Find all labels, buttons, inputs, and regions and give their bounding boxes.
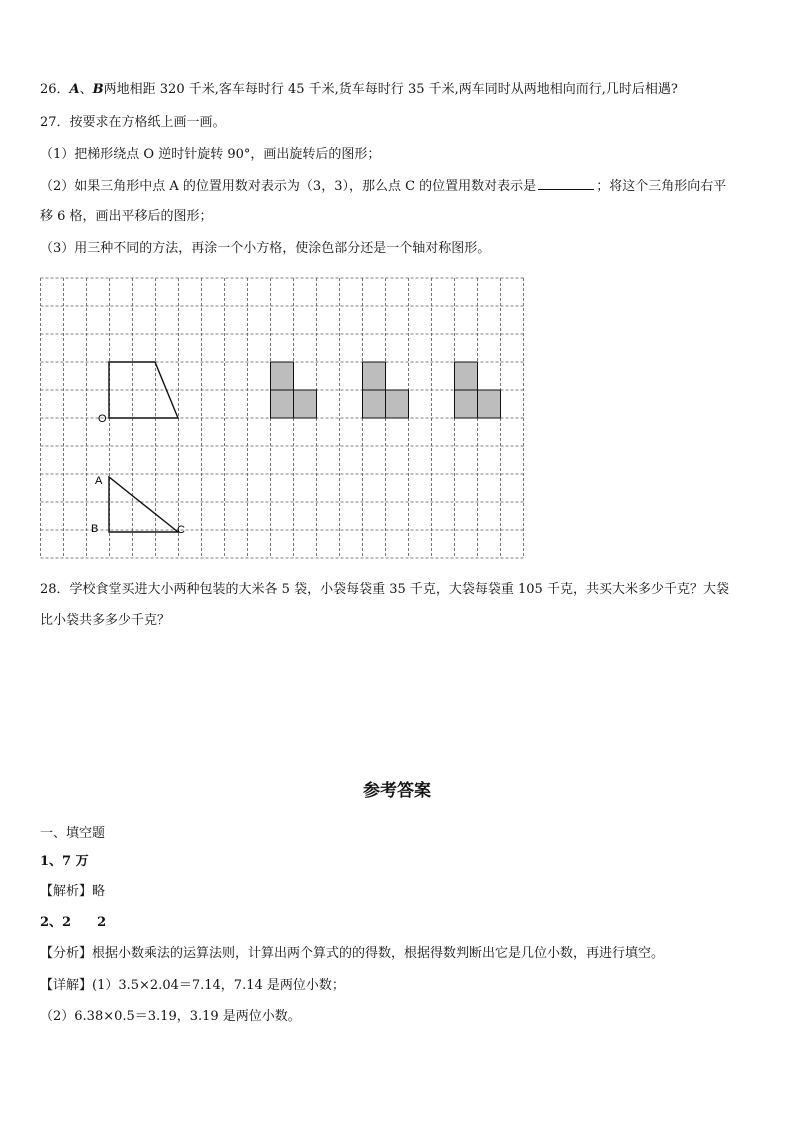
q26-text: 两地相距 320 千米,客车每时行 45 千米,货车每时行 35 千米,两车同时从两地相向而行,几时后相遇? [103,82,678,97]
q28-line1: 28．学校食堂买进大小两种包装的大米各 5 袋，小袋每袋重 35 千克，大袋每袋重 105 千克，共买大米多少千克？大袋 [40,582,729,597]
q27-part2-text-a: （2）如果三角形中点 A 的位置用数对表示为（3，3），那么点 C 的位置用数对表示是 [40,179,537,194]
answer-1: 1、7 万 [40,854,89,869]
label-b: B [91,523,99,535]
q28-line2: 比小袋共多多少千克？ [40,613,171,628]
label-c: C [177,524,185,536]
q27-part2-text-b: ；将这个三角形向右平 [596,179,727,194]
answer-blank[interactable] [538,177,594,190]
shaded-shape-3 [455,362,501,418]
q27-title: 27．按要求在方格纸上画一画。 [40,115,226,130]
q27-part2-line1 [40,177,726,196]
q26-sep: 、 [79,82,93,97]
q27-part3: （3）用三种不同的方法，再涂一个小方格，使涂色部分还是一个轴对称图形。 [40,241,491,256]
label-a: A [95,475,103,487]
answer-2-detail-2: （2）6.38×0.5＝3.19，3.19 是两位小数。 [40,1009,301,1024]
question-26 [40,81,678,99]
answer-2: 2、2 2 [40,915,107,930]
shaded-shape-1 [271,362,317,418]
q27-part1: （1）把梯形绕点 O 逆时针旋转 90°，画出旋转后的图形； [40,147,381,162]
q26-point-b: B [92,82,104,97]
answer-2-analysis: 【分析】根据小数乘法的运算法则，计算出两个算式的的得数，根据得数判断出它是几位小数，再进行填空。 [40,946,665,961]
answers-title: 参考答案 [363,781,431,801]
answer-2-detail-1: 【详解】(1）3.5×2.04＝7.14，7.14 是两位小数； [40,978,345,993]
answers-section: 一、填空题 [40,826,106,841]
grid-paper-figure [38,273,528,563]
shaded-shape-2 [363,362,409,418]
answer-1-analysis: 【解析】略 [40,884,106,899]
label-o: O [98,413,107,425]
q27-part2-line2: 移 6 格，画出平移后的图形； [40,209,213,224]
q26-number: 26． [40,82,70,97]
q26-point-a: A [69,82,80,97]
triangle [109,477,178,532]
